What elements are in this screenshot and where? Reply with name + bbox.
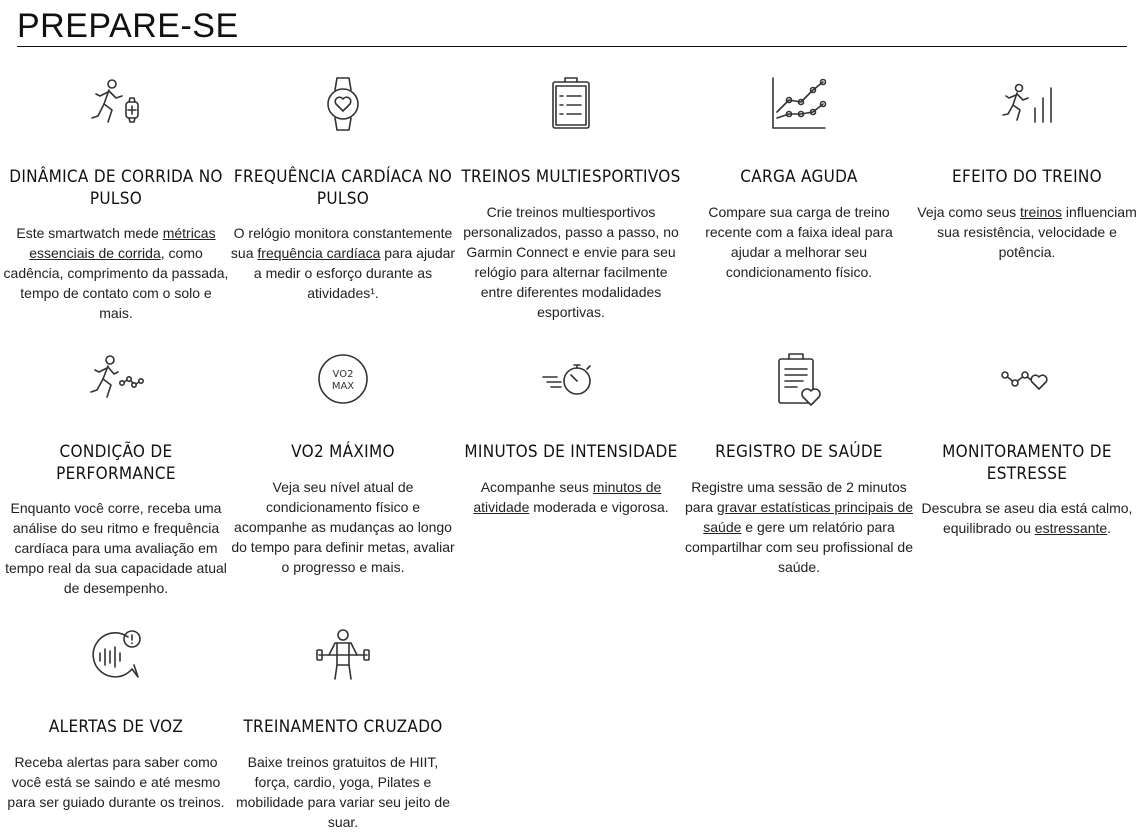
feature-title: MONITORAMENTO DE ESTRESSE xyxy=(942,442,1112,484)
feature-title: FREQUÊNCIA CARDÍACA NO PULSO xyxy=(233,167,453,209)
feature-description: Registre uma sessão de 2 minutos para gravar estatísticas principais de saúde e gere um relatório para compartilhar com seu profissional de saúde. xyxy=(685,479,914,575)
feature-running-dynamics xyxy=(2,72,230,332)
feature-title: CONDIÇÃO DE PERFORMANCE xyxy=(56,442,176,484)
vo2-max-icon xyxy=(311,347,375,411)
heart-rate-link[interactable]: frequência cardíaca xyxy=(257,245,381,261)
feature-title: VO2 MÁXIMO xyxy=(291,442,395,462)
workouts-link[interactable]: treinos xyxy=(1020,204,1063,220)
feature-title: DINÂMICA DE CORRIDA NO PULSO xyxy=(9,167,223,209)
feature-stress-tracking xyxy=(913,347,1140,607)
feature-title: TREINAMENTO CRUZADO xyxy=(243,717,443,737)
feature-multisport-workouts xyxy=(457,72,685,332)
feature-description: Baixe treinos gratuitos de HIIT, força, cardio, yoga, Pilates e mobilidade para variar seu jeito de suar. xyxy=(235,754,450,830)
stopwatch-speed-icon xyxy=(539,347,603,411)
clipboard-heart-icon xyxy=(767,347,831,411)
feature-title: TREINOS MULTIESPORTIVOS xyxy=(461,167,681,187)
feature-description: Este smartwatch mede métricas essenciais de corrida, como cadência, comprimento da passada, tempo de contato com o solo e mais. xyxy=(3,225,229,321)
stress-heart-icon xyxy=(995,347,1059,411)
feature-intensity-minutes xyxy=(457,347,685,607)
feature-description: Veja seu nível atual de condicionamento físico e acompanhe as mudanças ao longo do tempo para definir metas, avaliar o progresso e mais. xyxy=(231,479,455,575)
runner-trend-icon xyxy=(84,347,148,411)
feature-description: Acompanhe seus minutos de atividade moderada e vigorosa. xyxy=(473,479,669,515)
feature-description: Veja como seus treinos influenciam sua resistência, velocidade e potência. xyxy=(917,204,1137,260)
feature-wrist-heart-rate xyxy=(229,72,457,332)
voice-alert-icon xyxy=(84,623,148,687)
feature-title: MINUTOS DE INTENSIDADE xyxy=(464,442,678,462)
feature-performance-condition xyxy=(2,347,230,607)
page-title: PREPARE-SE xyxy=(17,7,239,45)
feature-description: Enquanto você corre, receba uma análise do seu ritmo e frequência cardíaca para uma avaliação em tempo real da sua capacidade atual de desempenho. xyxy=(5,500,227,596)
feature-health-snapshot xyxy=(685,347,913,607)
feature-title: CARGA AGUDA xyxy=(740,167,858,187)
running-metrics-link[interactable]: métricas essenciais de corrida xyxy=(29,225,216,261)
feature-description: Receba alertas para saber como você está se saindo e até mesmo para ser guiado durante os treinos. xyxy=(7,754,225,810)
feature-voice-alerts xyxy=(2,623,230,833)
feature-title: EFEITO DO TREINO xyxy=(952,167,1102,187)
feature-cross-training xyxy=(229,623,457,833)
health-stats-link[interactable]: gravar estatísticas principais de saúde xyxy=(703,499,914,535)
running-watch-icon xyxy=(84,72,148,136)
vo2-icon-label-bottom: MAX xyxy=(331,381,355,392)
feature-vo2-max xyxy=(229,347,457,607)
feature-title: ALERTAS DE VOZ xyxy=(48,717,184,737)
feature-description: Compare sua carga de treino recente com a faixa ideal para ajudar a melhorar seu condicionamento físico. xyxy=(705,204,893,280)
feature-description: O relógio monitora constantemente sua frequência cardíaca para ajudar a medir o esforço durante as atividades¹. xyxy=(230,225,456,301)
clipboard-list-icon xyxy=(539,72,603,136)
stress-link[interactable]: estressante xyxy=(1034,520,1108,536)
feature-acute-load xyxy=(685,72,913,332)
title-divider xyxy=(17,46,1127,47)
activity-minutes-link[interactable]: minutos de atividade xyxy=(473,479,662,515)
weightlifter-icon xyxy=(311,623,375,687)
feature-description: Crie treinos multiesportivos personalizados, passo a passo, no Garmin Connect e envie para seu relógio para alternar facilmente entre diferentes modalidades esportivas. xyxy=(463,204,679,320)
vo2-icon-label-top: VO2 xyxy=(332,369,354,380)
feature-title: REGISTRO DE SAÚDE xyxy=(715,442,883,462)
feature-training-effect xyxy=(913,72,1140,332)
line-chart-icon xyxy=(767,72,831,136)
runner-bars-icon xyxy=(995,72,1059,136)
feature-description: Descubra se aseu dia está calmo, equilibrado ou estressante. xyxy=(921,500,1133,536)
watch-heart-icon xyxy=(311,72,375,136)
